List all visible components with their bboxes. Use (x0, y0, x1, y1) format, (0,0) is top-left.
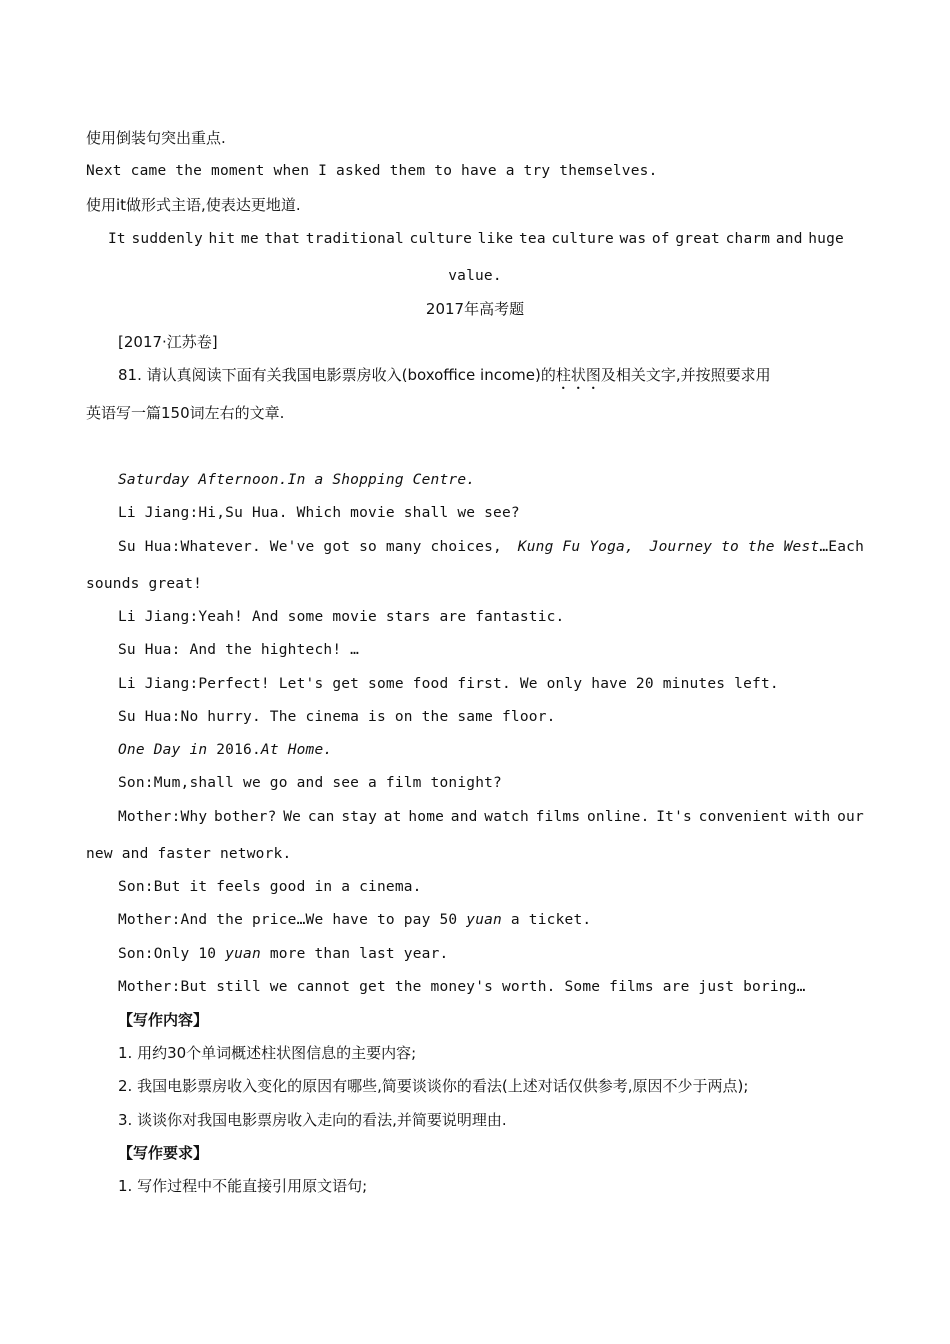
dialogue-line: Son:Mum,shall we go and see a film tonight? (118, 775, 502, 791)
word: like (477, 231, 514, 247)
word: Mother:Why (118, 809, 208, 825)
word: with (794, 809, 831, 825)
dialogue-line: Son:But it feels good in a cinema. (118, 879, 422, 895)
word: at (383, 809, 402, 825)
dialogue-line (118, 910, 591, 930)
word: hit (208, 231, 236, 247)
text-segment: a ticket. (502, 912, 592, 928)
word: bother? (214, 809, 277, 825)
list-item: 1. 写作过程中不能直接引用原文语句; (118, 1177, 368, 1195)
word: convenient (698, 809, 788, 825)
question-81 (118, 365, 771, 393)
film-title: Kung Fu Yoga, (517, 539, 634, 555)
text-line: 使用it做形式主语,使表达更地道. (86, 196, 301, 214)
text-segment: One Day in (118, 742, 208, 758)
section-heading: 【写作要求】 (118, 1144, 209, 1162)
dialogue-line: Li Jiang:Yeah! And some movie stars are fantastic. (118, 609, 565, 625)
text-segment (650, 537, 864, 557)
dialogue-line: Su Hua:No hurry. The cinema is on the same floor. (118, 709, 556, 725)
justified-line (118, 807, 864, 827)
word: stay (341, 809, 378, 825)
list-item: 2. 我国电影票房收入变化的原因有哪些,简要谈谈你的看法(上述对话仅供参考,原因不少于两点); (118, 1077, 749, 1095)
section-title: 2017年高考题 (425, 300, 525, 318)
text-line: value. (448, 268, 502, 284)
word: traditional (305, 231, 404, 247)
source-label: [2017·江苏卷] (118, 333, 218, 351)
dialogue-line: sounds great! (86, 576, 203, 592)
dialogue-line (118, 944, 448, 964)
text-segment: At Home. (260, 742, 333, 758)
word: and (450, 809, 478, 825)
text-line: 英语写一篇150词左右的文章. (86, 404, 285, 422)
word: was (619, 231, 647, 247)
dialogue-line: new and faster network. (86, 846, 292, 862)
text-segment: yuan (225, 946, 261, 962)
word: online. (586, 809, 650, 825)
word: that (264, 231, 301, 247)
text-segment: more than last year. (260, 946, 449, 962)
text-segment: yuan (466, 912, 502, 928)
word: of (651, 231, 670, 247)
dialogue-heading (118, 740, 332, 760)
text-segment: 2016. (207, 742, 261, 758)
dialogue-line: Li Jiang:Perfect! Let's get some food first. We only have 20 minutes left. (118, 676, 779, 692)
word: home (408, 809, 445, 825)
text-line: Next came the moment when I asked them to have a try themselves. (86, 163, 658, 179)
dialogue-heading: Saturday Afternoon.In a Shopping Centre. (118, 472, 476, 488)
justified-line (108, 229, 844, 249)
text-line: 使用倒装句突出重点. (86, 129, 226, 147)
word: charm (725, 231, 771, 247)
dialogue-line (118, 537, 864, 557)
text-segment: Son:Only 10 (118, 946, 226, 962)
word: great (675, 231, 720, 247)
word: and (775, 231, 803, 247)
word: tea (518, 231, 546, 247)
word: suddenly (131, 231, 203, 247)
film-title: Journey to the West (649, 539, 820, 555)
emphasized-text: 柱状图 (555, 366, 601, 384)
dialogue-line: Su Hua: And the hightech! … (118, 642, 360, 658)
section-heading: 【写作内容】 (118, 1011, 209, 1029)
text-segment: …Each (819, 539, 864, 555)
dialogue-line: Li Jiang:Hi,Su Hua. Which movie shall we see? (118, 505, 520, 521)
word: It's (656, 809, 692, 825)
text-segment: 81. 请认真阅读下面有关我国电影票房收入(boxoffice income)的 (118, 366, 556, 384)
text-segment: 及相关文字,并按照要求用 (600, 366, 771, 384)
list-item: 1. 用约30个单词概述柱状图信息的主要内容; (118, 1044, 417, 1062)
word: can (307, 809, 335, 825)
word: huge (808, 231, 844, 247)
word: It (108, 231, 126, 247)
list-item: 3. 谈谈你对我国电影票房收入走向的看法,并简要说明理由. (118, 1111, 507, 1129)
dialogue-line: Mother:But still we cannot get the money's worth. Some films are just boring… (118, 979, 806, 995)
text-segment: Su Hua:Whatever. We've got so many choices, (118, 539, 502, 555)
word: our (837, 809, 864, 825)
word: me (240, 231, 259, 247)
word: watch (484, 809, 529, 825)
word: We (283, 809, 302, 825)
word: films (535, 809, 581, 825)
word: culture (551, 231, 614, 247)
word: culture (409, 231, 473, 247)
text-segment: Mother:And the price…We have to pay 50 (118, 912, 467, 928)
